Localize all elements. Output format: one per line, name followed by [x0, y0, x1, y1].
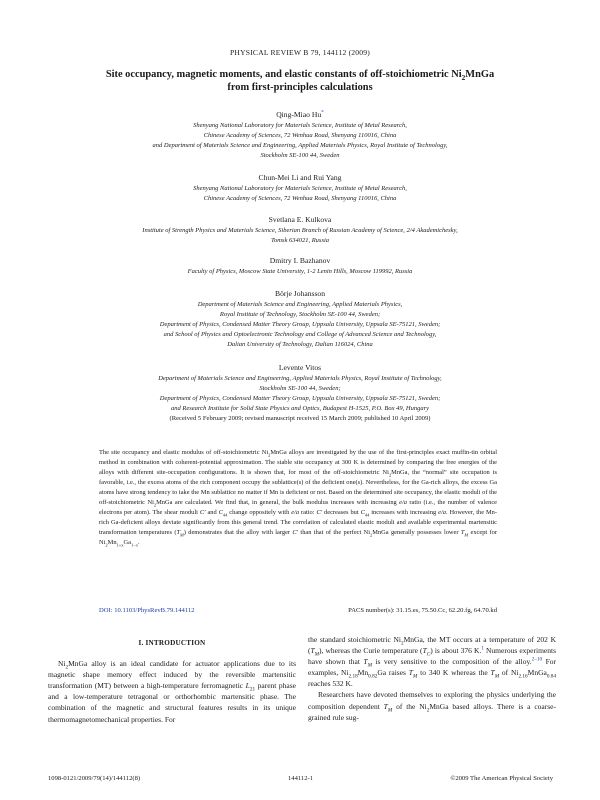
author-name: Levente Vitos	[278, 363, 322, 372]
affiliation-line: and Department of Materials Science and Engineering, Applied Materials Physics, Royal Institute of Technology,	[152, 142, 448, 149]
intro-paragraph-continued: the standard stoichiometric $Ni_2MnGa$, the MT occurs at a temperature of 202 K $(T_M)$, whereas the Curie temperature $(T_C)$ is about 376 K.$^1$ Numerous experiments have shown that $T_M$ is very sensitive to the composition of the alloy.$^{2-10}$ For examples, $Ni_{2.18}Mn_{0.82}Ga$ raises $T_M$ to 340 K whereas the $T_M$ of $Ni_{2.16}MnGa_{0.84}$ reaches 532 K.	[308, 635, 557, 689]
title-line1: Site occupancy, magnetic moments, and elastic constants of off-stoichiometric $Ni_2MnGa$	[105, 69, 495, 83]
affiliation-line: Department of Materials Science and Engineering, Applied Materials Physics,	[197, 301, 403, 308]
author-group-li-yang	[60, 172, 540, 204]
affiliation-line: and School of Physics and Optoelectronic Technology and College of Advanced Science and Technology,	[163, 331, 437, 338]
paper-title	[60, 68, 540, 94]
footer-journal-code: 1098-0121/2009/79(14)/144112(8)	[48, 775, 141, 782]
right-column	[308, 634, 556, 723]
author-name: Börje Johansson	[275, 289, 325, 298]
author-group-kulkova	[60, 214, 540, 246]
affiliation-line: Royal Institute of Technology, Stockholm SE-100 44, Sweden;	[219, 311, 381, 318]
affiliation-line: and Research Institute for Solid State Physics and Optics, Budapest H-1525, P.O. Box 49, Hungary	[171, 405, 429, 412]
affiliation-line: Department of Physics, Condensed Matter Theory Group, Uppsala University, Uppsala SE-75121, Sweden;	[159, 395, 441, 402]
left-column	[48, 634, 296, 725]
affiliation-line: Tomsk 634021, Russia	[270, 237, 330, 244]
affiliation-line: Stockholm SE-100 44, Sweden;	[259, 385, 341, 392]
author-group-hu	[60, 109, 540, 161]
affiliation-line: Chinese Academy of Sciences, 72 Wenhua Road, Shenyang 110016, China	[203, 195, 397, 202]
affiliation-line: Stockholm SE-100 44, Sweden	[260, 152, 340, 159]
received-dates: (Received 5 February 2009; revised manuscript received 15 March 2009; published 10 April 2009)	[169, 415, 431, 422]
author-group-johansson	[60, 288, 540, 350]
affiliation-line: Shenyang National Laboratory for Materials Science, Institute of Metal Research,	[193, 122, 407, 129]
abstract	[99, 448, 497, 548]
author-name: Dmitry I. Bazhanov	[269, 256, 331, 265]
author-group-vitos	[60, 362, 540, 424]
abstract-text: The site occupancy and elastic modulus of off-stoichiometric $Ni_2MnGa$ alloys are investigated by the use of the first-principles exact muffin-tin orbital method in combination with coherent-potential approximation. The stable site occupancy at 300 K is determined by comparing the free energies of the alloys with different site-occupation configurations. It is shown that, for most of the off-stoichiometric $Ni_2MnGa$, the “normal” site occupation is favorable, i.e., the excess atoms of the rich component occupy the sublattice(s) of the deficient one(s). Nevertheless, for the Ga-rich alloys, the excess Ga atoms have strong tendency to take the Mn sublattice no matter if Mn is deficient or not. Based on the determined site occupancy, the elastic moduli of the off-stoichiometric $Ni_2MnGa$ are calculated. We find that, in general, the bulk modulus increases with increasing e/a ratio (i.e., the number of valence electrons per atom). The shear moduli C′ and $C_{44}$ change oppositely with e/a ratio: C′ decreases but $C_{44}$ increases with increasing e/a. However, the Mn-rich Ga-deficient alloys deviate significantly from this general trend. The correlation of calculated elastic moduli and available experimental martensitic transformation temperatures $(T_M)$ demonstrates that the alloy with larger C′ than that of the perfect $Ni_2MnGa$ generally possesses lower $T_M$ except for $Ni_2Mn_{1+x}Ga_{1-x}$.	[99, 449, 498, 548]
running-head: PHYSICAL REVIEW B 79, 144112 (2009)	[229, 48, 371, 57]
title-line2: from first-principles calculations	[227, 82, 373, 93]
intro-paragraph: $Ni_2MnGa$ alloy is an ideal candidate for actuator applications due to its magnetic shape memory effect induced by the reversible martensitic transformation (MT) between a high-temperature ferromagnetic $L_{21}$ parent phase and a low-temperature tetragonal or orthorhombic martensitic phase. The combination of the magnetic and structural features results in its unique thermomagnetomechanical properties. For	[48, 659, 296, 724]
doi-link[interactable]: DOI: 10.1103/PhysRevB.79.144112	[99, 607, 195, 614]
reference-link[interactable]: 1	[481, 645, 484, 652]
footer-copyright: ©2009 The American Physical Society	[450, 775, 553, 782]
author-group-bazhanov	[60, 255, 540, 277]
affiliation-line: Department of Physics, Condensed Matter Theory Group, Uppsala University, Uppsala SE-75121, Sweden;	[159, 321, 441, 328]
affiliation-line: Institute of Strength Physics and Materials Science, Siberian Branch of Russian Academy of Science, 2/4 Akademichesky,	[142, 227, 458, 234]
doi-pacs-line	[99, 606, 497, 616]
affiliation-line: Department of Materials Science and Engineering, Applied Materials Physics, Royal Institute of Technology,	[158, 375, 442, 382]
footer-page-number: 144112-1	[287, 775, 314, 782]
author-name: Chun-Mei Li and Rui Yang	[258, 173, 342, 182]
affiliation-line: Chinese Academy of Sciences, 72 Wenhua Road, Shenyang 110016, China	[203, 132, 397, 139]
pacs-numbers: PACS number(s): 31.15.es, 75.50.Cc, 62.20.fg, 64.70.kd	[348, 607, 497, 614]
affiliation-line: Faculty of Physics, Moscow State University, 1-2 Lenin Hills, Moscow 119992, Russia	[187, 268, 413, 275]
reference-link[interactable]: 2–10	[531, 656, 543, 663]
author-name: Svetlana E. Kulkova	[268, 215, 332, 224]
intro-paragraph: Researchers have devoted themselves to exploring the physics underlying the composition dependent $T_M$ of the $Ni_2MnGa$ based alloys. There is a coarse-grained rule sug-	[308, 690, 556, 722]
corresponding-author-link[interactable]: *	[321, 109, 324, 116]
author-name: Qing-Miao Hu*	[276, 109, 324, 119]
affiliation-line: Dalian University of Technology, Dalian 116024, China	[227, 341, 373, 348]
section-heading-introduction: I. INTRODUCTION	[138, 639, 206, 647]
affiliation-line: Shenyang National Laboratory for Materials Science, Institute of Metal Research,	[193, 185, 407, 192]
